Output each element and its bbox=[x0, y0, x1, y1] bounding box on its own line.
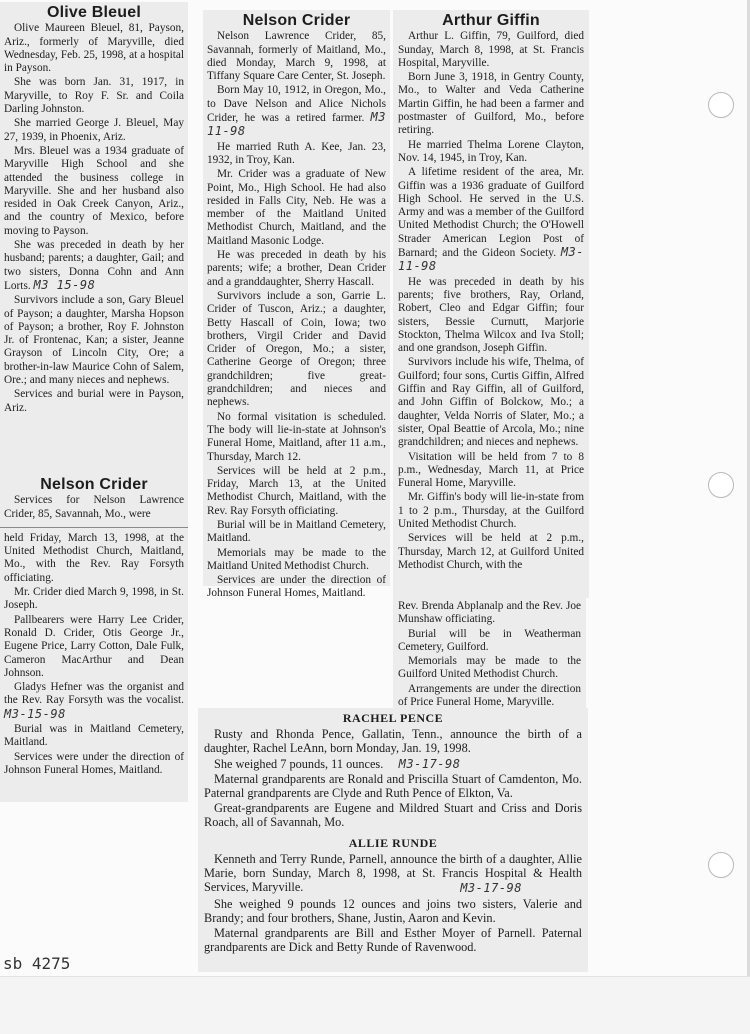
paragraph-text: Born May 10, 1912, in Oregon, Mo., to Dave Nelson and Alice Nichols Crider, he was a retired farmer. bbox=[207, 84, 386, 125]
obituary-paragraph: He was preceded in death by his parents; wife; a brother, Dean Crider and a granddaughter, Sherry Hascall. bbox=[207, 249, 386, 288]
obituary-paragraph: He married Thelma Lorene Clayton, Nov. 14, 1945, in Troy, Kan. bbox=[398, 138, 584, 164]
birth-paragraph: She weighed 9 pounds 12 ounces and joins two sisters, Valerie and Brandy; and four brothers, Shane, Justin, Aaron and Kevin. bbox=[204, 896, 582, 925]
obituary-paragraph: held Friday, March 13, 1998, at the United Methodist Church, Maitland, Mo., with the Rev. Ray Forsyth officiating. bbox=[4, 531, 184, 584]
obituary-paragraph: Survivors include a son, Garrie L. Crider of Tuscon, Ariz.; a daughter, Betty Hascall of Coin, Iowa; two brothers, Virgil Crider and David Crider of Oregon, Mo.; a sister, Catherine George of Oregon; three grandchildren; five great-grandchildren; and nieces and nephews. bbox=[207, 289, 386, 409]
paragraph-text: She was preceded in death by her husband; parents; a daughter, Gail; and two sisters, Donna Cohn and Ann Lorts. bbox=[4, 239, 184, 292]
handwritten-date: M3-17-98 bbox=[460, 881, 522, 896]
obituary-paragraph bbox=[4, 681, 184, 722]
handwritten-date: M3-11-98 bbox=[398, 245, 584, 274]
obituary-clipping-crider bbox=[203, 10, 390, 600]
birth-paragraph: Maternal grandparents are Ronald and Priscilla Stuart of Camdenton, Mo. Paternal grandparents are Clyde and Ruth Pence of Elkton, Va. bbox=[204, 771, 582, 801]
paragraph-text: Gladys Hefner was the organist and the Rev. Ray Forsyth was the vocalist. bbox=[4, 681, 184, 707]
obituary-paragraph: Arthur L. Giffin, 79, Guilford, died Sunday, March 8, 1998, at St. Francis Hospital, Maryville. bbox=[398, 30, 584, 69]
obituary-paragraph: Services for Nelson Lawrence Crider, 85, Savannah, Mo., were bbox=[4, 494, 184, 520]
obituary-paragraph: Burial will be in Weatherman Cemetery, Guilford. bbox=[398, 627, 581, 653]
birth-heading: RACHEL PENCE bbox=[342, 711, 444, 725]
obituary-paragraph bbox=[207, 84, 386, 139]
obituary-paragraph bbox=[4, 239, 184, 293]
obituary-paragraph: Services are under the direction of Johnson Funeral Homes, Maitland. bbox=[207, 574, 386, 600]
obituary-paragraph: He married Ruth A. Kee, Jan. 23, 1932, in Troy, Kan. bbox=[207, 140, 386, 166]
binder-hole bbox=[708, 472, 734, 498]
obituary-paragraph: Pallbearers were Harry Lee Crider, Ronald D. Crider, Otis George Jr., Eugene Price, Larry Cotton, Dale Fulk, Cameron MacArthur and Dean Johnson. bbox=[4, 613, 184, 679]
birth-paragraph: Rusty and Rhonda Pence, Gallatin, Tenn., announce the birth of a daughter, Rachel LeAnn, born Monday, Jan. 19, 1998. bbox=[204, 727, 582, 756]
handwritten-date: M3-17-98 bbox=[398, 756, 461, 771]
obituary-paragraph: Memorials may be made to the Guilford United Methodist Church. bbox=[398, 655, 581, 681]
birth-announcements-clipping bbox=[198, 708, 588, 972]
obituary-heading: Nelson Crider bbox=[242, 12, 351, 29]
obituary-clipping-giffin-continued bbox=[393, 598, 586, 708]
obituary-paragraph: Services will be held at 2 p.m., Thursday, March 12, at Guilford United Methodist Church, with the bbox=[398, 532, 584, 571]
obituary-paragraph: She married George J. Bleuel, May 27, 1939, in Phoenix, Ariz. bbox=[4, 117, 184, 143]
obituary-paragraph: Mr. Crider was a graduate of New Point, Mo., High School. He had also resided in Falls City, Neb. He was a member of the Maitland United Methodist Church, Maitland, and the Maitland Masonic Lodge. bbox=[207, 168, 386, 247]
birth-paragraph bbox=[204, 757, 582, 771]
page-label: sb 4275 bbox=[3, 954, 71, 973]
obituary-heading: Arthur Giffin bbox=[442, 12, 540, 29]
obituary-paragraph: Survivors include his wife, Thelma, of Guilford; four sons, Curtis Giffin, Alfred Giffin and Ray Giffin, all of Guilford, and John Giffin of Bolckow, Mo.; a daughter, Velda Norris of Slater, Mo.; a sister, Opal Beattie of Arcola, Mo.; nine grandchildren; and nieces and nephews. bbox=[398, 356, 584, 449]
obituary-paragraph: Olive Maureen Bleuel, 81, Payson, Ariz., formerly of Maryville, died Wednesday, Feb. 25, 1998, at a hospital in Payson. bbox=[4, 22, 184, 75]
clipping-seam bbox=[0, 527, 188, 528]
obituary-clipping-bleuel bbox=[0, 2, 188, 474]
obituary-paragraph: Arrangements are under the direction of Price Funeral Home, Maryville. bbox=[398, 682, 581, 709]
obituary-paragraph: Services were under the direction of Johnson Funeral Homes, Maitland. bbox=[4, 750, 184, 776]
obituary-paragraph: Services and burial were in Payson, Ariz. bbox=[4, 388, 184, 414]
obituary-paragraph: Mr. Crider died March 9, 1998, in St. Joseph. bbox=[4, 586, 184, 612]
obituary-paragraph: Survivors include a son, Gary Bleuel of Payson; a daughter, Marsha Hopson of Payson; a brother, Roy F. Johnston Jr. of Frontenac, Kan; a sister, Jeanne Grayson of Lincoln City, Ore; a brother-in-law Maurice Cohn of Salem, Ore.; and many nieces and nephews. bbox=[4, 294, 184, 387]
obituary-paragraph: She was born Jan. 31, 1917, in Maryville, to Roy F. Sr. and Coila Darling Johnston. bbox=[4, 76, 184, 116]
obituary-paragraph: No formal visitation is scheduled. The body will lie-in-state at Johnson's Funeral Home, Maitland, after 11 a.m., Thursday, March 12. bbox=[207, 410, 386, 463]
obituary-paragraph: Burial was in Maitland Cemetery, Maitland. bbox=[4, 723, 184, 749]
obituary-paragraph: Visitation will be held from 7 to 8 p.m., Wednesday, March 11, at Price Funeral Home, Maryville. bbox=[398, 450, 584, 490]
obituary-paragraph: Services will be held at 2 p.m., Friday, March 13, at the United Methodist Church, Maitland, with the Rev. Ray Forsyth officiating. bbox=[207, 464, 386, 517]
paragraph-text: She weighed 7 pounds, 11 ounces. bbox=[214, 756, 384, 771]
obituary-paragraph: Memorials may be made to the Maitland United Methodist Church. bbox=[207, 546, 386, 572]
handwritten-date: M3 11-98 bbox=[207, 110, 386, 139]
obituary-paragraph: Born June 3, 1918, in Gentry County, Mo., to Walter and Veda Catherine Martin Giffin, he had been a farmer and postmaster of Guilford, Mo., before retiring. bbox=[398, 71, 584, 137]
obituary-heading: Olive Bleuel bbox=[47, 4, 141, 21]
birth-paragraph: Maternal grandparents are Bill and Esther Moyer of Parnell. Paternal grandparents are Dick and Betty Runde of Ravenwood. bbox=[204, 926, 582, 955]
obituary-paragraph: Rev. Brenda Abplanalp and the Rev. Joe Munshaw officiating. bbox=[398, 600, 581, 626]
page-bottom-margin bbox=[0, 976, 750, 1034]
obituary-heading: Nelson Crider bbox=[40, 476, 148, 493]
obituary-paragraph: Mrs. Bleuel was a 1934 graduate of Maryville High School and she attended the business college in Maryville. She and her husband also resided in Oak Creek Canyon, Ariz., and the country of Mexico, before moving to Payson. bbox=[4, 144, 184, 237]
obituary-paragraph: Burial will be in Maitland Cemetery, Maitland. bbox=[207, 518, 386, 545]
obituary-clipping-giffin bbox=[393, 10, 589, 598]
handwritten-date: M3 15-98 bbox=[33, 277, 96, 292]
obituary-clipping-crider-services bbox=[0, 474, 188, 802]
birth-heading: ALLIE RUNDE bbox=[348, 835, 438, 850]
binder-hole bbox=[708, 852, 734, 878]
birth-paragraph: Kenneth and Terry Runde, Parnell, announce the birth of a daughter, Allie Marie, born Sunday, March 8, 1998, at St. Francis Hospital & Health Services, Maryville. bbox=[204, 851, 582, 895]
obituary-paragraph bbox=[398, 166, 584, 274]
binder-hole bbox=[708, 92, 734, 118]
obituary-paragraph: Mr. Giffin's body will lie-in-state from 1 to 2 p.m., Thursday, at the Guilford United Methodist Church. bbox=[398, 491, 584, 530]
obituary-paragraph: He was preceded in death by his parents; five brothers, Ray, Orland, Robert, Cleo and Edgar Giffin; four sisters, Bessie Curnutt, Marjorie Stockton, Thelma Wilcox and Iva Stoll; and one grandson, Joseph Giffin. bbox=[398, 275, 584, 355]
birth-paragraph: Great-grandparents are Eugene and Mildred Stuart and Criss and Doris Roach, all of Savannah, Mo. bbox=[204, 801, 582, 830]
handwritten-date: M3-15-98 bbox=[4, 706, 66, 721]
paragraph-text: A lifetime resident of the area, Mr. Giffin was a 1936 graduate of Guilford High School. He served in the U.S. Army and was a member of the Guilford United Methodist Church; the O'Howell Strader American Legion Post of Barnard; and the Gideon Society. bbox=[398, 166, 584, 260]
obituary-paragraph: Nelson Lawrence Crider, 85, Savannah, formerly of Maitland, Mo., died Monday, March 9, 1998, at Tiffany Square Care Center, St. Joseph. bbox=[207, 30, 386, 83]
